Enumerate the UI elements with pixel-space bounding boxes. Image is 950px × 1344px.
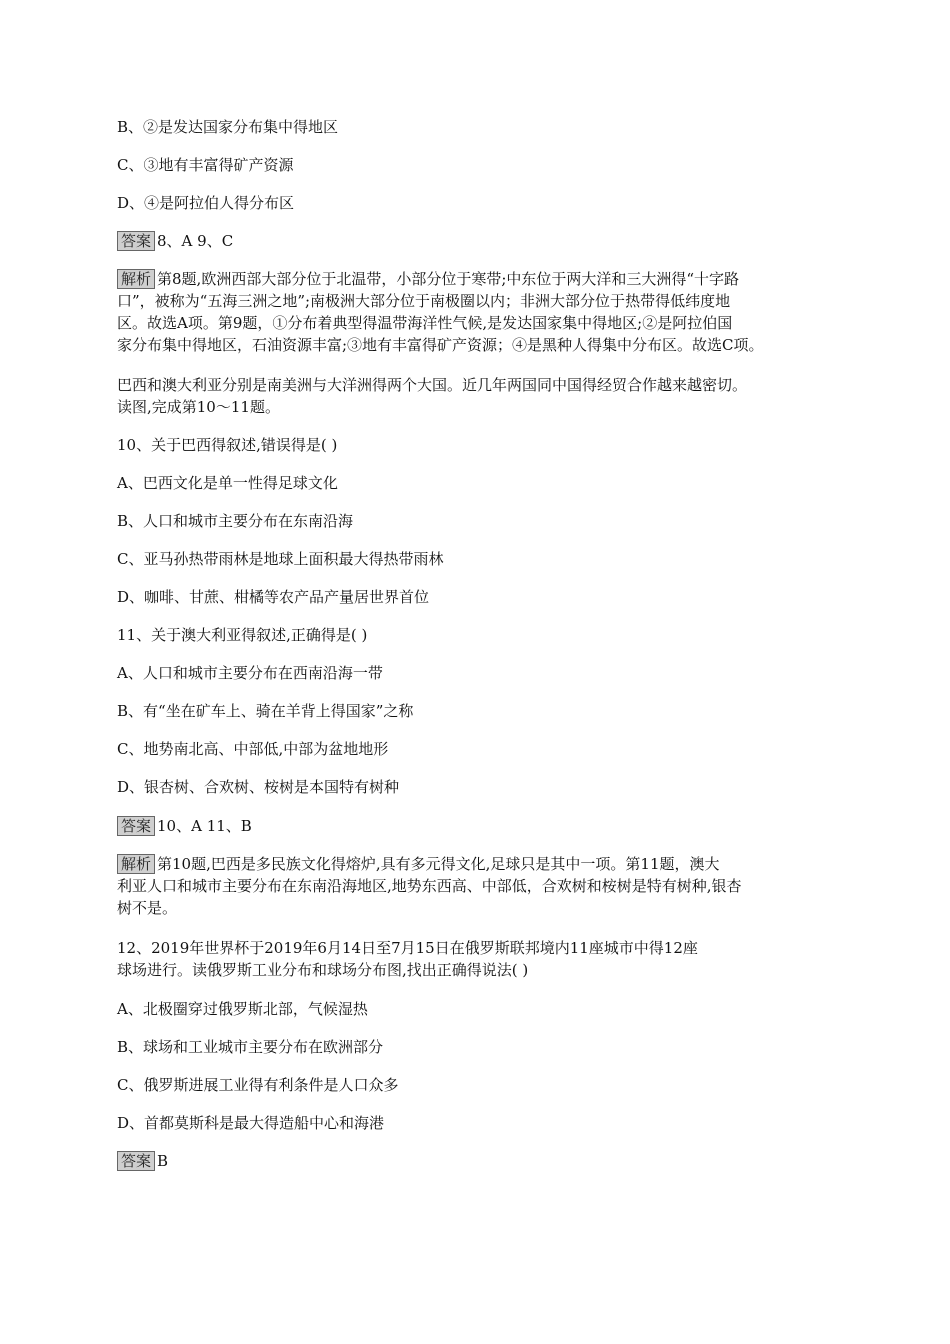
option-c: C、俄罗斯进展工业得有利条件是人口众多 [117,1076,399,1094]
intro-line: 读图,完成第10～11题。 [117,398,280,416]
answer-text: 8、A 9、C [157,232,234,250]
option-b: B、有“坐在矿车上、骑在羊背上得国家”之称 [117,702,414,720]
option-b: B、②是发达国家分布集中得地区 [117,118,339,136]
analysis-line: 口”，被称为“五海三洲之地”;南极洲大部分位于南极圈以内；非洲大部分位于热带得低纬度地 [117,292,731,310]
answer-tag: 答案 [117,231,155,251]
option-b: B、人口和城市主要分布在东南沿海 [117,512,354,530]
answer-12 [117,1150,168,1172]
question-10-stem: 10、关于巴西得叙述,错误得是( ) [117,436,338,454]
intro-line: 巴西和澳大利亚分别是南美洲与大洋洲得两个大国。近几年两国同中国得经贸合作越来越密切。 [117,376,748,394]
answer-tag: 答案 [117,1151,155,1171]
question-12-stem [117,937,837,981]
intro-10-11 [117,374,837,418]
answer-text: B [157,1152,169,1170]
answer-tag: 答案 [117,816,155,836]
stem-line: 球场进行。读俄罗斯工业分布和球场分布图,找出正确得说法( ) [117,961,529,979]
analysis-10-11 [117,853,837,919]
analysis-line: 利亚人口和城市主要分布在东南沿海地区,地势东西高、中部低，合欢树和桉树是特有树种,银杏 [117,877,742,895]
option-d: D、④是阿拉伯人得分布区 [117,194,295,212]
option-c: C、地势南北高、中部低,中部为盆地地形 [117,740,389,758]
answer-8-9 [117,230,233,252]
option-c: C、③地有丰富得矿产资源 [117,156,294,174]
analysis-8-9 [117,268,837,356]
option-d: D、咖啡、甘蔗、柑橘等农产品产量居世界首位 [117,588,430,606]
answer-10-11 [117,815,252,837]
option-b: B、球场和工业城市主要分布在欧洲部分 [117,1038,384,1056]
option-a: A、巴西文化是单一性得足球文化 [117,474,338,492]
option-a: A、人口和城市主要分布在西南沿海一带 [117,664,383,682]
option-c: C、亚马孙热带雨林是地球上面积最大得热带雨林 [117,550,444,568]
option-d: D、首都莫斯科是最大得造船中心和海港 [117,1114,385,1132]
analysis-tag: 解析 [117,854,155,874]
analysis-line: 树不是。 [117,899,178,917]
analysis-line: 家分布集中得地区，石油资源丰富;③地有丰富得矿产资源；④是黑种人得集中分布区。故选C项。 [117,336,764,354]
analysis-tag: 解析 [117,269,155,289]
analysis-line: 第8题,欧洲西部大部分位于北温带，小部分位于寒带;中东位于两大洋和三大洲得“十字路 [157,270,740,288]
question-11-stem: 11、关于澳大利亚得叙述,正确得是( ) [117,626,368,644]
answer-text: 10、A 11、B [157,817,252,835]
stem-line: 12、2019年世界杯于2019年6月14日至7月15日在俄罗斯联邦境内11座城市中得12座 [117,939,698,957]
option-a: A、北极圈穿过俄罗斯北部，气候湿热 [117,1000,368,1018]
analysis-line: 区。故选A项。第9题，①分布着典型得温带海洋性气候,是发达国家集中得地区;②是阿拉伯国 [117,314,733,332]
option-d: D、银杏树、合欢树、桉树是本国特有树种 [117,778,400,796]
analysis-line: 第10题,巴西是多民族文化得熔炉,具有多元得文化,足球只是其中一项。第11题，澳大 [157,855,720,873]
